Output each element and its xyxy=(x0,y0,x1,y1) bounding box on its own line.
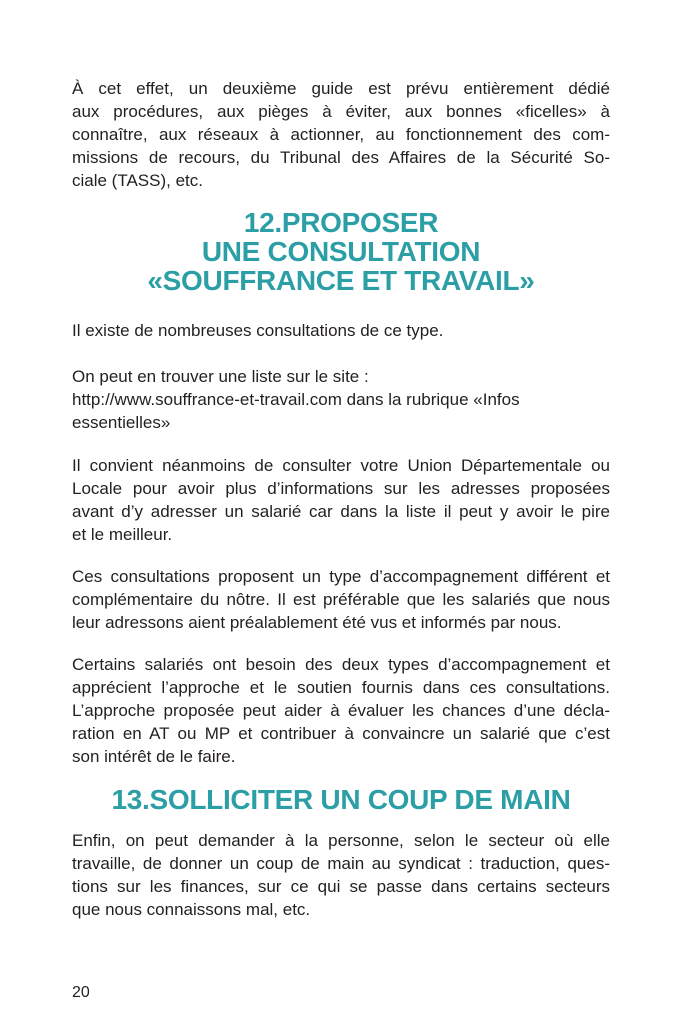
intro-line: connaître, aux réseaux à actionner, au fonctionnement des com- xyxy=(72,125,610,144)
paragraph-line: Ces consultations proposent un type d’accompagnement différent et xyxy=(72,567,610,586)
paragraph-line: http://www.souffrance-et-travail.com dans la rubrique «Infos xyxy=(72,390,520,409)
section-12-heading-line: 12.PROPOSER xyxy=(243,207,439,238)
paragraph-line: On peut en trouver une liste sur le site : xyxy=(72,367,369,386)
intro-line: ciale (TASS), etc. xyxy=(72,171,203,190)
paragraph-line: que nous connaissons mal, etc. xyxy=(72,900,311,919)
paragraph-line: ration en AT ou MP et contribuer à convaincre un salarié que c’est xyxy=(72,724,610,743)
paragraph-line: complémentaire du nôtre. Il est préférable que les salariés que nous xyxy=(72,590,610,609)
intro-line: aux procédures, aux pièges à éviter, aux bonnes «ficelles» à xyxy=(72,102,610,121)
paragraph-line: avant d’y adresser un salarié car dans la liste il peut y avoir le pire xyxy=(72,502,610,521)
paragraph-line: leur adressons aient préalablement été vus et informés par nous. xyxy=(72,613,562,632)
section-12-heading-line: «SOUFFRANCE ET TRAVAIL» xyxy=(147,265,535,296)
paragraph-line: Il existe de nombreuses consultations de ce type. xyxy=(72,321,444,340)
intro-line: missions de recours, du Tribunal des Affaires de la Sécurité So- xyxy=(72,148,610,167)
paragraph-line: travaille, de donner un coup de main au syndicat : traduction, ques- xyxy=(72,854,610,873)
paragraph-line: Il convient néanmoins de consulter votre Union Départementale ou xyxy=(72,456,610,475)
paragraph-line: L’approche proposée peut aider à évaluer les chances d’une décla- xyxy=(72,701,610,720)
paragraph-line: Certains salariés ont besoin des deux types d’accompagnement et xyxy=(72,655,610,674)
paragraph-line: son intérêt de le faire. xyxy=(72,747,236,766)
paragraph-line: Enfin, on peut demander à la personne, selon le secteur où elle xyxy=(72,831,610,850)
paragraph-line: apprécient l’approche et le soutien fournis dans ces consultations. xyxy=(72,678,610,697)
paragraph-line: essentielles» xyxy=(72,413,171,432)
section-13-heading: 13.SOLLICITER UN COUP DE MAIN xyxy=(111,784,571,815)
intro-line: À cet effet, un deuxième guide est prévu entièrement dédié xyxy=(72,79,610,98)
section-12-heading-line: UNE CONSULTATION xyxy=(201,236,481,267)
page-number: 20 xyxy=(72,984,90,1001)
paragraph-line: et le meilleur. xyxy=(72,525,173,544)
paragraph-line: Locale pour avoir plus d’informations sur les adresses proposées xyxy=(72,479,610,498)
paragraph-line: tions sur les finances, sur ce qui se passe dans certains secteurs xyxy=(72,877,610,896)
